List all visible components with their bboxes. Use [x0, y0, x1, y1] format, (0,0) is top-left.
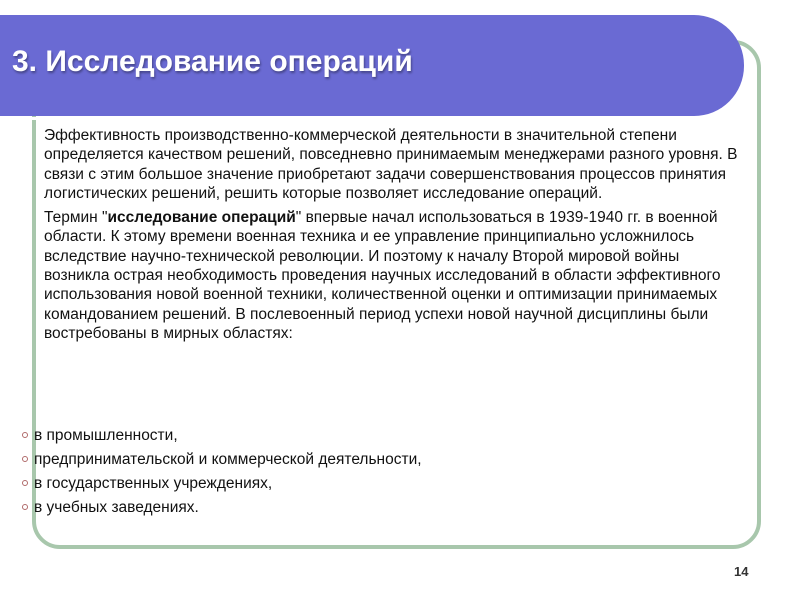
- list-item: [22, 496, 422, 520]
- page-number: 14: [734, 564, 749, 579]
- list-item: [22, 448, 422, 472]
- paragraph-2: [44, 208, 748, 343]
- body-text: [44, 126, 748, 348]
- bullet-icon: [22, 432, 28, 438]
- list-item-text: в государственных учреждениях,: [34, 475, 273, 492]
- list-item-text: предпринимательской и коммерческой деятельности,: [34, 451, 422, 468]
- slide-title: 3. Исследование операций: [12, 45, 413, 78]
- bullet-list: [22, 424, 422, 520]
- paragraph-2-before: Термин ": [44, 209, 108, 227]
- bullet-icon: [22, 480, 28, 486]
- list-item: [22, 424, 422, 448]
- paragraph-2-after: " впервые начал использоваться в 1939-1940 гг. в военной области. К этому времени военная техника и ее управление принципиально усложнилось вследствие научно-технической революции. И поэтому к началу Второй мировой войны возникла острая необходимость проведения научных исследований в области эффективного использования новой военной техники, количественной оценки и оптимизации принимаемых командованием решений. В послевоенный период успехи новой научной дисциплины были востребованы в мирных областях:: [44, 209, 721, 342]
- title-underline: [0, 117, 708, 120]
- term-bold: исследование операций: [107, 209, 296, 227]
- list-item-text: в учебных заведениях.: [34, 499, 199, 516]
- bullet-icon: [22, 504, 28, 510]
- bullet-icon: [22, 456, 28, 462]
- list-item-text: в промышленности,: [34, 427, 178, 444]
- list-item: [22, 472, 422, 496]
- paragraph-1: Эффективность производственно-коммерческой деятельности в значительной степени определяется качеством решений, повседневно принимаемым менеджерами разного уровня. В связи с этим большое значение приобретают задачи совершенствования процессов принятия логистических решений, решить которые позволяет исследование операций.: [44, 127, 738, 202]
